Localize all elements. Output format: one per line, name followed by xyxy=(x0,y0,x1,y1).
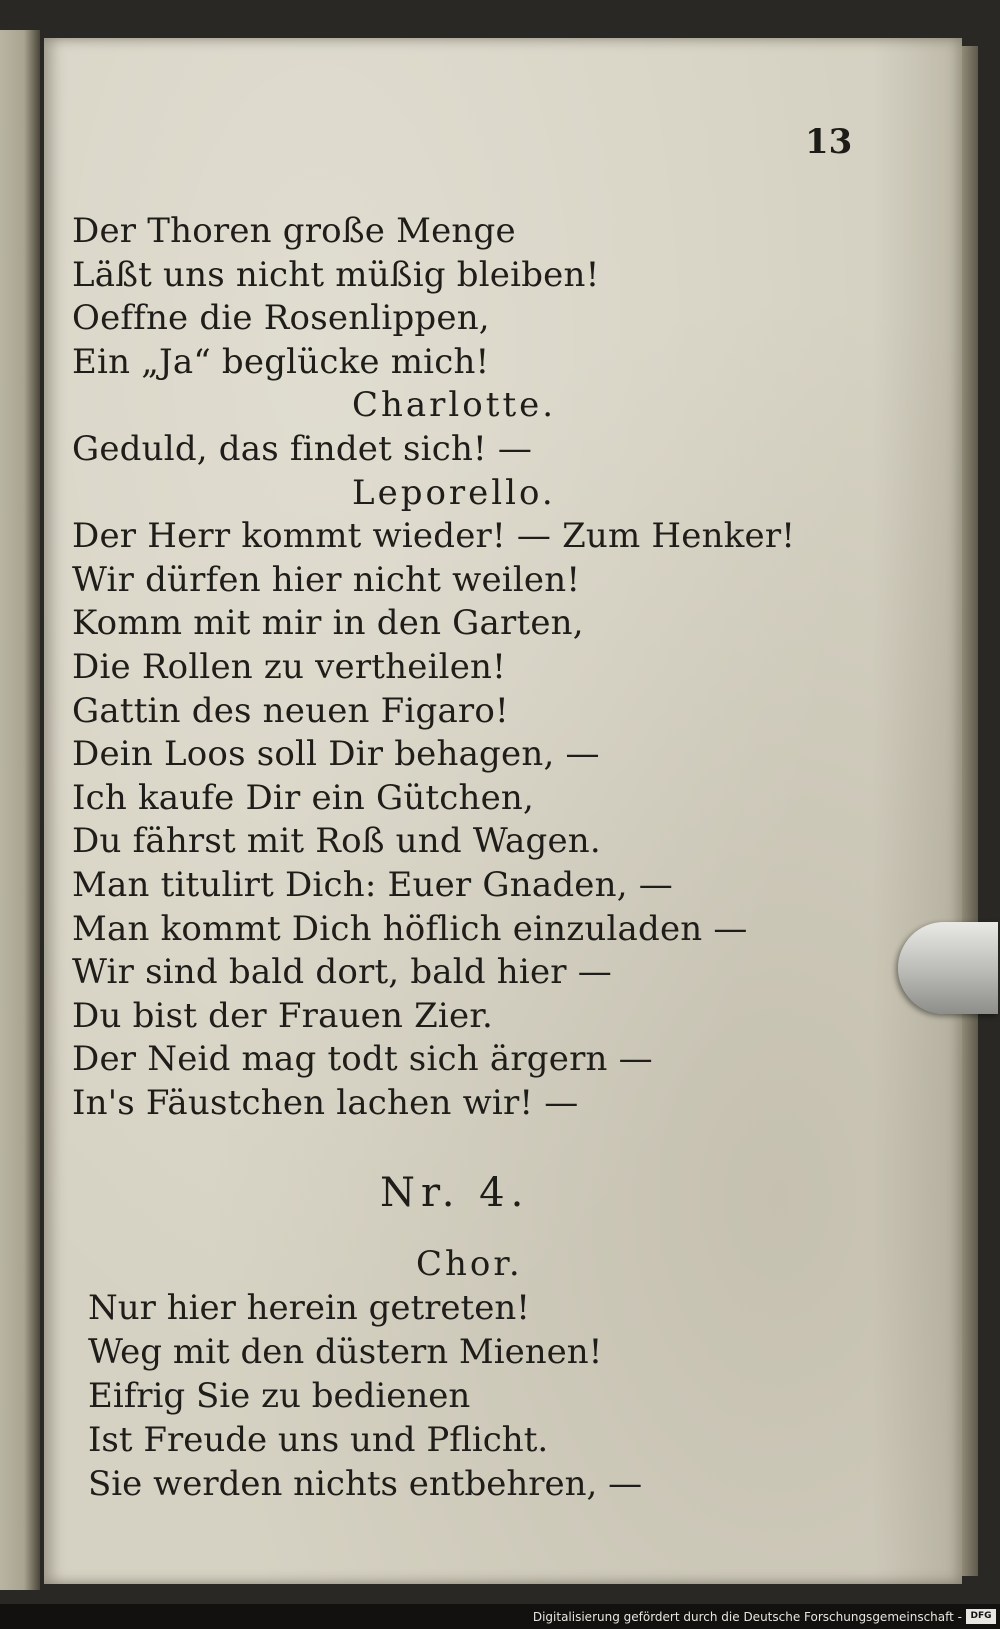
text-line: Der Neid mag todt sich ärgern — xyxy=(72,1039,653,1080)
text-line: Man kommt Dich höflich einzuladen — xyxy=(72,908,748,949)
speaker-chor: Chor. xyxy=(416,1244,523,1284)
right-page-edge xyxy=(962,46,978,1576)
text-line: Die Rollen zu vertheilen! xyxy=(72,646,507,687)
text-line: Der Herr kommt wieder! — Zum Henker! xyxy=(72,516,796,557)
text-line: Ein „Ja“ beglücke mich! xyxy=(72,341,490,382)
text-line: Ist Freude uns und Pflicht. xyxy=(88,1420,549,1460)
text-line: Eifrig Sie zu bedienen xyxy=(88,1376,471,1416)
dfg-logo-icon: DFG xyxy=(966,1609,996,1624)
text-line: Komm mit mir in den Garten, xyxy=(72,603,584,644)
text-line: Oeffne die Rosenlippen, xyxy=(72,298,490,339)
page-shade xyxy=(872,38,962,1584)
left-page-edge xyxy=(0,30,40,1590)
text-line: Man titulirt Dich: Euer Gnaden, — xyxy=(72,864,673,905)
text-line: Du bist der Frauen Zier. xyxy=(72,995,494,1036)
text-line: Der Thoren große Menge xyxy=(72,211,516,251)
text-line: Weg mit den düstern Mienen! xyxy=(88,1332,603,1372)
section-number-heading: Nr. 4. xyxy=(380,1170,530,1216)
footer-bar xyxy=(0,1604,1000,1629)
clip-tab-icon xyxy=(898,922,998,1014)
page-number: 13 xyxy=(805,122,853,162)
text-line: Läßt uns nicht müßig bleiben! xyxy=(72,254,600,295)
text-line: Ich kaufe Dir ein Gütchen, xyxy=(72,777,535,818)
speaker-leporello: Leporello. xyxy=(352,472,556,513)
text-line: Sie werden nichts entbehren, — xyxy=(88,1464,643,1504)
text-line: Nur hier herein getreten! xyxy=(88,1288,530,1328)
text-line: In's Fäustchen lachen wir! — xyxy=(72,1082,579,1123)
verse-block-1 xyxy=(72,210,852,1125)
text-line: Gattin des neuen Figaro! xyxy=(72,690,509,731)
verse-block-2 xyxy=(88,1242,868,1506)
text-line: Dein Loos soll Dir behagen, — xyxy=(72,734,600,775)
speaker-charlotte: Charlotte. xyxy=(352,385,557,426)
text-line: Geduld, das findet sich! — xyxy=(72,428,533,469)
text-line: Wir sind bald dort, bald hier — xyxy=(72,952,612,993)
text-line: Du fährst mit Roß und Wagen. xyxy=(72,821,601,862)
funding-credit: Digitalisierung gefördert durch die Deutsche Forschungsgemeinschaft - xyxy=(532,1610,962,1624)
text-line: Wir dürfen hier nicht weilen! xyxy=(72,559,581,600)
